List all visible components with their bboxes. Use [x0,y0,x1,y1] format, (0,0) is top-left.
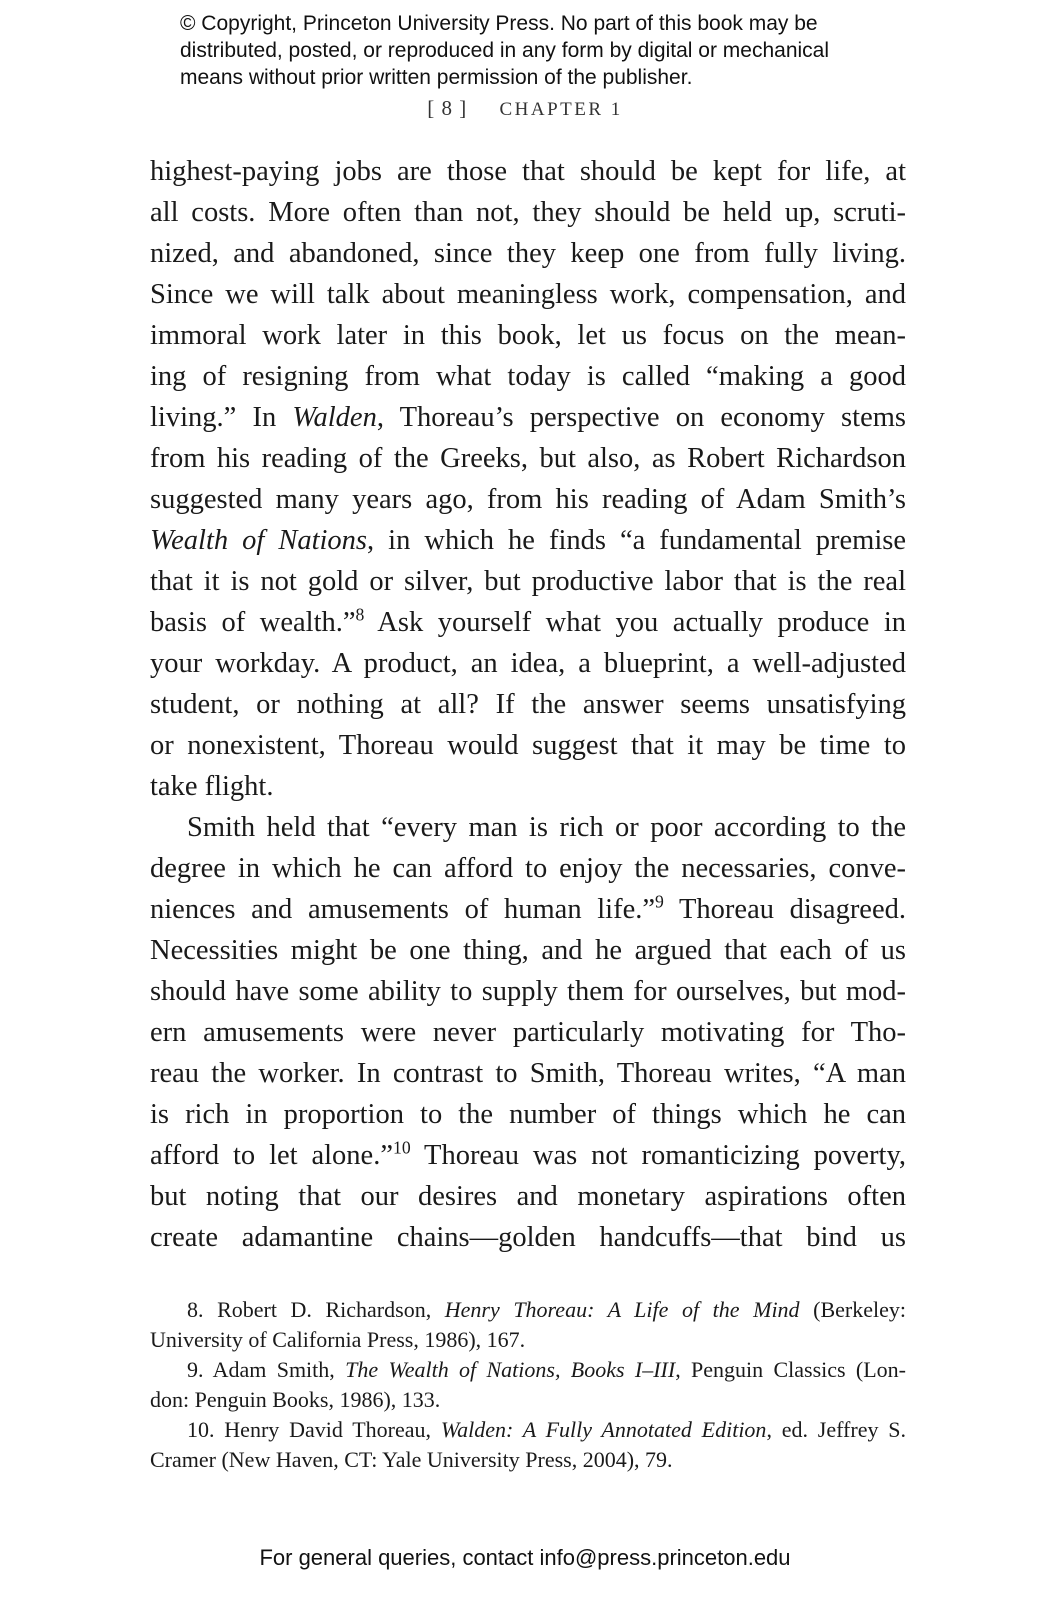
body-line: Since we will talk about meaningless work, compensation, and [150,279,906,310]
footnote-ref[interactable]: 9 [655,891,664,912]
body-line: ern amusements were never particularly motivating for Tho- [150,1017,906,1048]
text-run: afford to let alone.” [150,1140,393,1171]
text-run: , ed. Jeffrey S. [766,1417,907,1442]
body-line [150,602,906,643]
footnote-8 [150,1295,906,1325]
body-line: is rich in proportion to the number of things which he can [150,1099,906,1130]
text-run: basis of wealth.” [150,607,356,638]
body-line: or nonexistent, Thoreau would suggest that it may be time to [150,730,906,761]
body-line: student, or nothing at all? If the answer seems unsatisfying [150,689,906,720]
text-run: 8. Robert D. Richardson, [187,1297,445,1322]
running-head [0,96,1050,121]
body-line [150,520,906,561]
body-line: your workday. A product, an idea, a blueprint, a well-adjusted [150,648,906,679]
text-run: , in which he finds “a fundamental premise [367,525,906,556]
text-run: 9. Adam Smith, [187,1357,346,1382]
footnote-ref[interactable]: 10 [392,1137,411,1158]
text-run: , Penguin Classics (Lon- [675,1357,906,1382]
copyright-line: means without prior written permission of the publisher. [180,66,693,89]
text-run: , Thoreau’s perspective on economy stems [376,402,906,433]
body-line: all costs. More often than not, they should be held up, scruti- [150,197,906,228]
body-text [150,151,906,1258]
copyright-notice [180,10,900,91]
body-line [150,1135,906,1176]
footnote-9 [150,1355,906,1385]
text-run: Ask yourself what you actually produce in [364,607,906,638]
text-run: living.” In [150,402,293,433]
body-line [150,397,906,438]
text-run: (Berkeley: [799,1297,906,1322]
footnote-10 [150,1415,906,1445]
chapter-label: CHAPTER 1 [499,99,623,120]
footnote-9-cont: don: Penguin Books, 1986), 133. [150,1387,441,1412]
text-run: 10. Henry David Thoreau, [187,1417,441,1442]
italic-title: Walden: A Fully Annotated Edition [440,1417,767,1442]
body-line: create adamantine chains—golden handcuffs—that bind us [150,1222,906,1253]
copyright-line: © Copyright, Princeton University Press. No part of this book may be [180,12,818,35]
body-line: ing of resigning from what today is called “making a good [150,361,906,392]
body-line: Smith held that “every man is rich or poor according to the [187,812,906,843]
text-run: niences and amusements of human life.” [150,894,656,925]
text-run: Thoreau disagreed. [663,894,906,925]
copyright-line: distributed, posted, or reproduced in any form by digital or mechanical [180,39,830,62]
footnote-ref[interactable]: 8 [355,604,365,625]
body-line: should have some ability to supply them for ourselves, but mod- [150,976,906,1007]
body-line: degree in which he can afford to enjoy the necessaries, conve- [150,853,906,884]
text-run: Thoreau was not romanticizing poverty, [410,1140,906,1171]
body-line: nized, and abandoned, since they keep one from fully living. [150,238,906,269]
body-line: from his reading of the Greeks, but also, as Robert Richardson [150,443,906,474]
italic-title: The Wealth of Nations, Books I–III [345,1357,676,1382]
body-line: Necessities might be one thing, and he argued that each of us [150,935,906,966]
body-line: but noting that our desires and monetary aspirations often [150,1181,906,1212]
footnote-8-cont: University of California Press, 1986), 167. [150,1327,526,1352]
page-number: [ 8 ] [427,96,468,120]
body-line: highest-paying jobs are those that should be kept for life, at [150,156,906,187]
footer-contact: For general queries, contact info@press.princeton.edu [259,1545,791,1570]
italic-title: Walden [292,402,377,433]
footnote-10-cont: Cramer (New Haven, CT: Yale University Press, 2004), 79. [150,1447,673,1472]
body-line [150,889,906,930]
body-line: suggested many years ago, from his reading of Adam Smith’s [150,484,906,515]
body-line: take flight. [150,771,274,802]
footnotes [150,1295,906,1475]
body-line: immoral work later in this book, let us focus on the mean- [150,320,906,351]
italic-title: Wealth of Nations [150,525,368,556]
body-line: that it is not gold or silver, but productive labor that is the real [150,566,906,597]
body-line: reau the worker. In contrast to Smith, Thoreau writes, “A man [150,1058,906,1089]
italic-title: Henry Thoreau: A Life of the Mind [444,1297,800,1322]
